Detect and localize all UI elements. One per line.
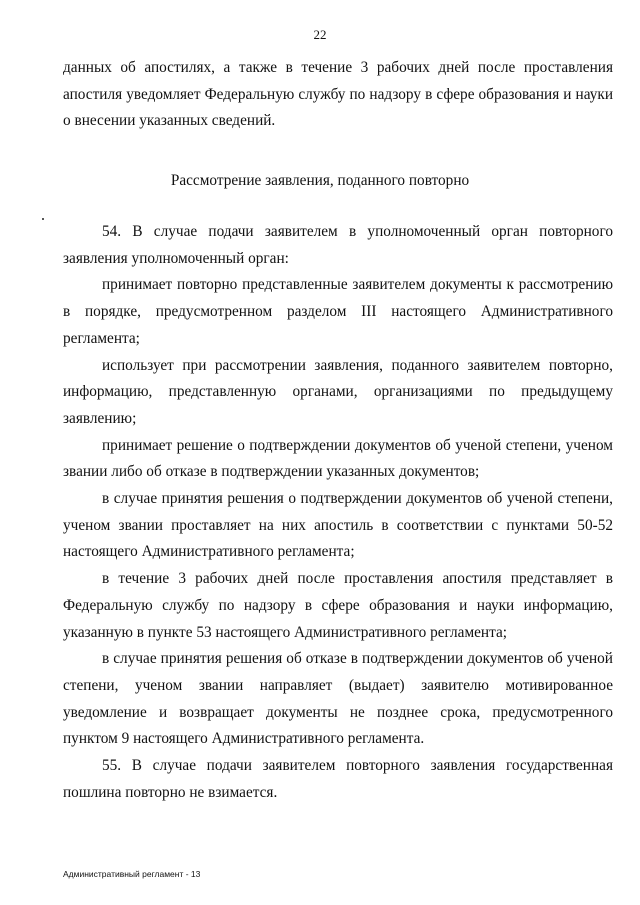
main-text-block bbox=[63, 219, 613, 806]
intro-paragraph: данных об апостилях, а также в течение 3 рабочих дней после проставления апостиля уведомляет Федеральную службу по надзору в сфере образования и науки о внесении указанных сведений. bbox=[63, 59, 613, 130]
intro-block bbox=[63, 55, 613, 135]
page-number: 22 bbox=[313, 27, 327, 42]
section-title: Рассмотрение заявления, поданного повторно bbox=[170, 172, 470, 189]
paragraph-54: 54. В случае подачи заявителем в уполномоченный орган повторного заявления уполномоченный орган: bbox=[63, 223, 613, 267]
list-item-apostille: в случае принятия решения о подтверждении документов об ученой степени, ученом звании проставляет на них апостиль в соответствии с пунктами 50-52 настоящего Административного регламента; bbox=[63, 490, 613, 561]
list-item-accept-documents: принимает повторно представленные заявителем документы к рассмотрению в порядке, предусмотренном разделом III настоящего Административного регламента; bbox=[63, 276, 613, 347]
list-item-make-decision: принимает решение о подтверждении документов об ученой степени, ученом звании либо об отказе в подтверждении указанных документов; bbox=[63, 436, 613, 481]
list-item-refusal: в случае принятия решения об отказе в подтверждении документов об ученой степени, ученом звании направляет (выдает) заявителю мотивированное уведомление и возвращает документы не позднее срока, предусмотренного пунктом 9 настоящего Административного регламента. bbox=[63, 650, 613, 748]
page-footer: Административный регламент - 13 bbox=[63, 869, 201, 879]
list-item-use-information: использует при рассмотрении заявления, поданного заявителем повторно, информацию, представленную органами, организациями по предыдущему заявлению; bbox=[63, 356, 613, 427]
list-item-notify-service: в течение 3 рабочих дней после проставления апостиля представляет в Федеральную службу по надзору в сфере образования и науки информацию, указанную в пункте 53 настоящего Административного регламента; bbox=[63, 570, 613, 641]
scan-speck bbox=[42, 218, 44, 220]
paragraph-55: 55. В случае подачи заявителем повторного заявления государственная пошлина повторно не взимается. bbox=[63, 757, 613, 801]
